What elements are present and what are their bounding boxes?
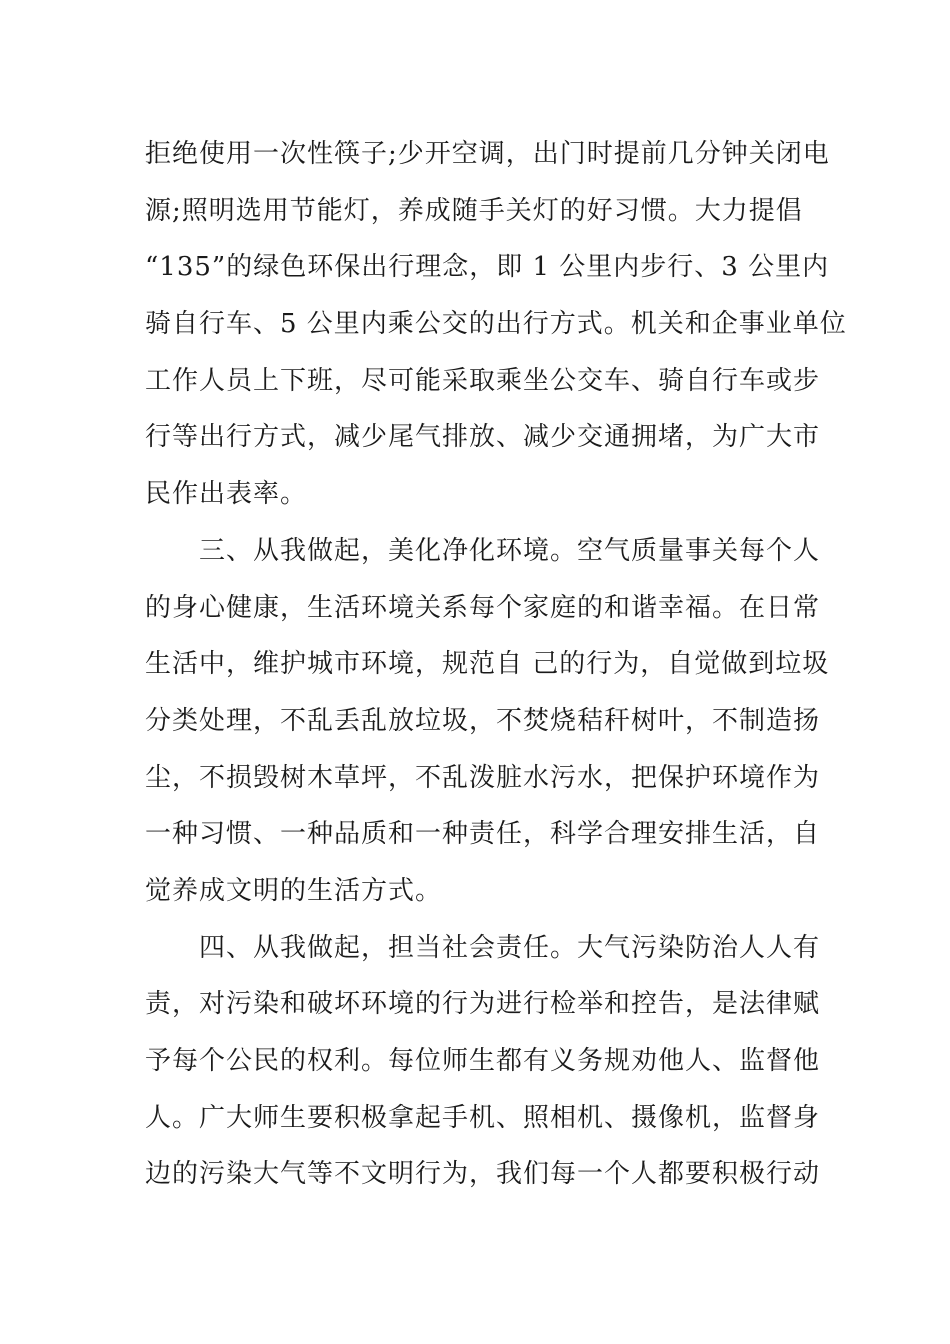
text-line: 源;照明选用节能灯，养成随手关灯的好习惯。大力提倡	[145, 195, 803, 226]
text-line: 边的污染大气等不文明行为，我们每一个人都要积极行动	[145, 1159, 821, 1190]
text-line: 民作出表率。	[145, 479, 308, 510]
document-body	[145, 126, 847, 1203]
section-three-heading-line: 三、从我做起，美化净化环境。空气质量事关每个人	[199, 535, 821, 566]
text-line: 人。广大师生要积极拿起手机、照相机、摄像机，监督身	[145, 1102, 821, 1133]
text-line: 骑自行车、5 公里内乘公交的出行方式。机关和企事业单位	[145, 309, 847, 340]
text-line: 行等出行方式，减少尾气排放、减少交通拥堵，为广大市	[145, 422, 821, 453]
text-line: 生活中，维护城市环境，规范自 己的行为，自觉做到垃圾	[145, 649, 830, 680]
text-line: 责，对污染和破坏环境的行为进行检举和控告，是法律赋	[145, 989, 821, 1020]
text-line: 的身心健康，生活环境关系每个家庭的和谐幸福。在日常	[145, 592, 821, 623]
text-line: 工作人员上下班，尽可能采取乘坐公交车、骑自行车或步	[145, 365, 821, 396]
text-line: 一种习惯、一种品质和一种责任，科学合理安排生活，自	[145, 819, 821, 850]
text-line: 尘，不损毁树木草坪，不乱泼脏水污水，把保护环境作为	[145, 762, 821, 793]
section-four-heading-line: 四、从我做起，担当社会责任。大气污染防治人人有	[199, 932, 821, 963]
text-line: 拒绝使用一次性筷子;少开空调，出门时提前几分钟关闭电	[145, 139, 830, 169]
text-line: “135”的绿色环保出行理念，即 1 公里内步行、3 公里内	[145, 252, 830, 283]
text-line: 觉养成文明的生活方式。	[145, 875, 443, 906]
text-line: 分类处理，不乱丢乱放垃圾，不焚烧秸秆树叶，不制造扬	[145, 705, 821, 736]
text-line: 予每个公民的权利。每位师生都有义务规劝他人、监督他	[145, 1046, 821, 1076]
